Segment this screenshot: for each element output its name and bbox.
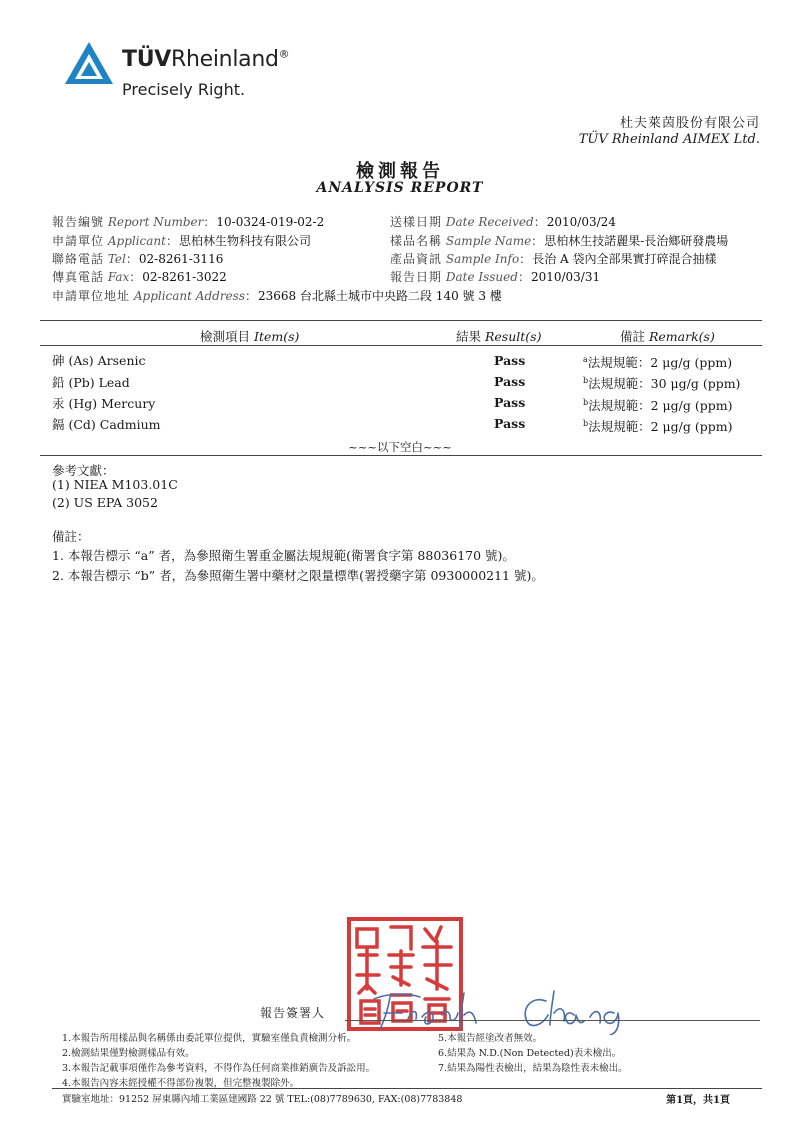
footnote: 7.結果為陽性表檢出，結果為陰性表未檢出。: [438, 1063, 628, 1074]
footnote: 2.檢測結果僅對檢測樣品有效。: [62, 1048, 195, 1059]
row-remark: $^b$法規規範：2 μg/g (ppm): [583, 397, 733, 413]
lab-address: 實驗室地址：91252 屏東縣內埔工業區建國路 22 號 TEL:(08)7789630, FAX:(08)7783848: [62, 1094, 463, 1105]
row-result: Pass: [494, 353, 526, 368]
tuv-logo-icon: [63, 40, 115, 86]
signature-label: 報告簽署人: [260, 1006, 326, 1020]
field-sample-name: 樣品名稱 Sample Name：思柏林生技諾麗果-長治鄉研發農場: [390, 234, 729, 248]
footnote: 3.本報告記載事項僅作為參考資料，不得作為任何商業推銷廣告及訴訟用。: [62, 1063, 376, 1074]
notes-heading: 備註：: [52, 529, 90, 544]
footer-rule: [52, 1088, 762, 1089]
references-heading: 參考文獻：: [52, 463, 115, 478]
table-bottom-rule: [40, 455, 762, 456]
row-result: Pass: [494, 416, 526, 431]
table-header-rule: [40, 345, 762, 346]
header-remark: 備註 Remark(s): [620, 329, 715, 344]
row-item: 鎘 (Cd) Cadmium: [52, 417, 161, 432]
company-name-en: TÜV Rheinland AIMEX Ltd.: [578, 132, 760, 147]
field-sample-info: 產品資訊 Sample Info：長治 A 袋內全部果實打碎混合抽樣: [390, 252, 717, 266]
header-result: 結果 Result(s): [456, 329, 542, 344]
row-remark: $^b$法規規範：30 μg/g (ppm): [583, 375, 741, 391]
report-title-zh: 檢測報告: [356, 161, 444, 182]
row-result: Pass: [494, 395, 526, 410]
field-report-number: 報告編號 Report Number：10-0324-019-02-2: [52, 215, 325, 229]
table-top-rule: [40, 320, 762, 321]
reference-item: (2) US EPA 3052: [52, 495, 158, 510]
row-result: Pass: [494, 374, 526, 389]
end-marker: ~~~以下空白~~~: [348, 440, 452, 454]
footnote: 4.本報告內容未經授權不得部份複製，但完整複製除外。: [62, 1078, 300, 1089]
field-date-received: 送樣日期 Date Received：2010/03/24: [390, 215, 616, 229]
signature-line: [345, 1020, 760, 1021]
row-item: 砷 (As) Arsenic: [52, 353, 146, 368]
page-number: 第1頁，共1頁: [666, 1095, 730, 1106]
company-name-zh: 杜夫萊茵股份有限公司: [619, 116, 760, 131]
brand-tagline: Precisely Right.: [122, 80, 246, 99]
field-fax: 傳真電話 Fax：02-8261-3022: [52, 270, 227, 284]
handwritten-signature-icon: [368, 985, 630, 1035]
report-title-en: ANALYSIS REPORT: [316, 180, 484, 196]
note-item: 2. 本報告標示 “b” 者，為參照衛生署中藥材之限量標準(署授藥字第 0930000211 號)。: [52, 568, 544, 583]
footnote: 6.結果為 N.D.(Non Detected)表未檢出。: [438, 1048, 622, 1059]
row-item: 鉛 (Pb) Lead: [52, 375, 130, 390]
reference-item: (1) NIEA M103.01C: [52, 477, 178, 492]
field-date-issued: 報告日期 Date Issued：2010/03/31: [390, 270, 601, 284]
note-item: 1. 本報告標示 “a” 者，為參照衛生署重金屬法規規範(衛署食字第 88036170 號)。: [52, 548, 515, 563]
row-item: 汞 (Hg) Mercury: [52, 396, 156, 411]
field-applicant: 申請單位 Applicant：思柏林生物科技有限公司: [52, 234, 312, 248]
field-address: 申請單位地址 Applicant Address：23668 台北縣土城市中央路二段 140 號 3 樓: [52, 289, 502, 303]
footnote: 1.本報告所用樣品與名稱係由委託單位提供，實驗室僅負責檢測分析。: [62, 1033, 357, 1044]
row-remark: $^a$法規規範：2 μg/g (ppm): [583, 354, 733, 370]
brand-name: TÜVRheinland®: [122, 47, 290, 72]
row-remark: $^b$法規規範：2 μg/g (ppm): [583, 418, 733, 434]
header-item: 檢測項目 Item(s): [200, 329, 300, 344]
field-tel: 聯絡電話 Tel：02-8261-3116: [52, 252, 224, 266]
footnote: 5.本報告經塗改者無效。: [438, 1033, 543, 1044]
